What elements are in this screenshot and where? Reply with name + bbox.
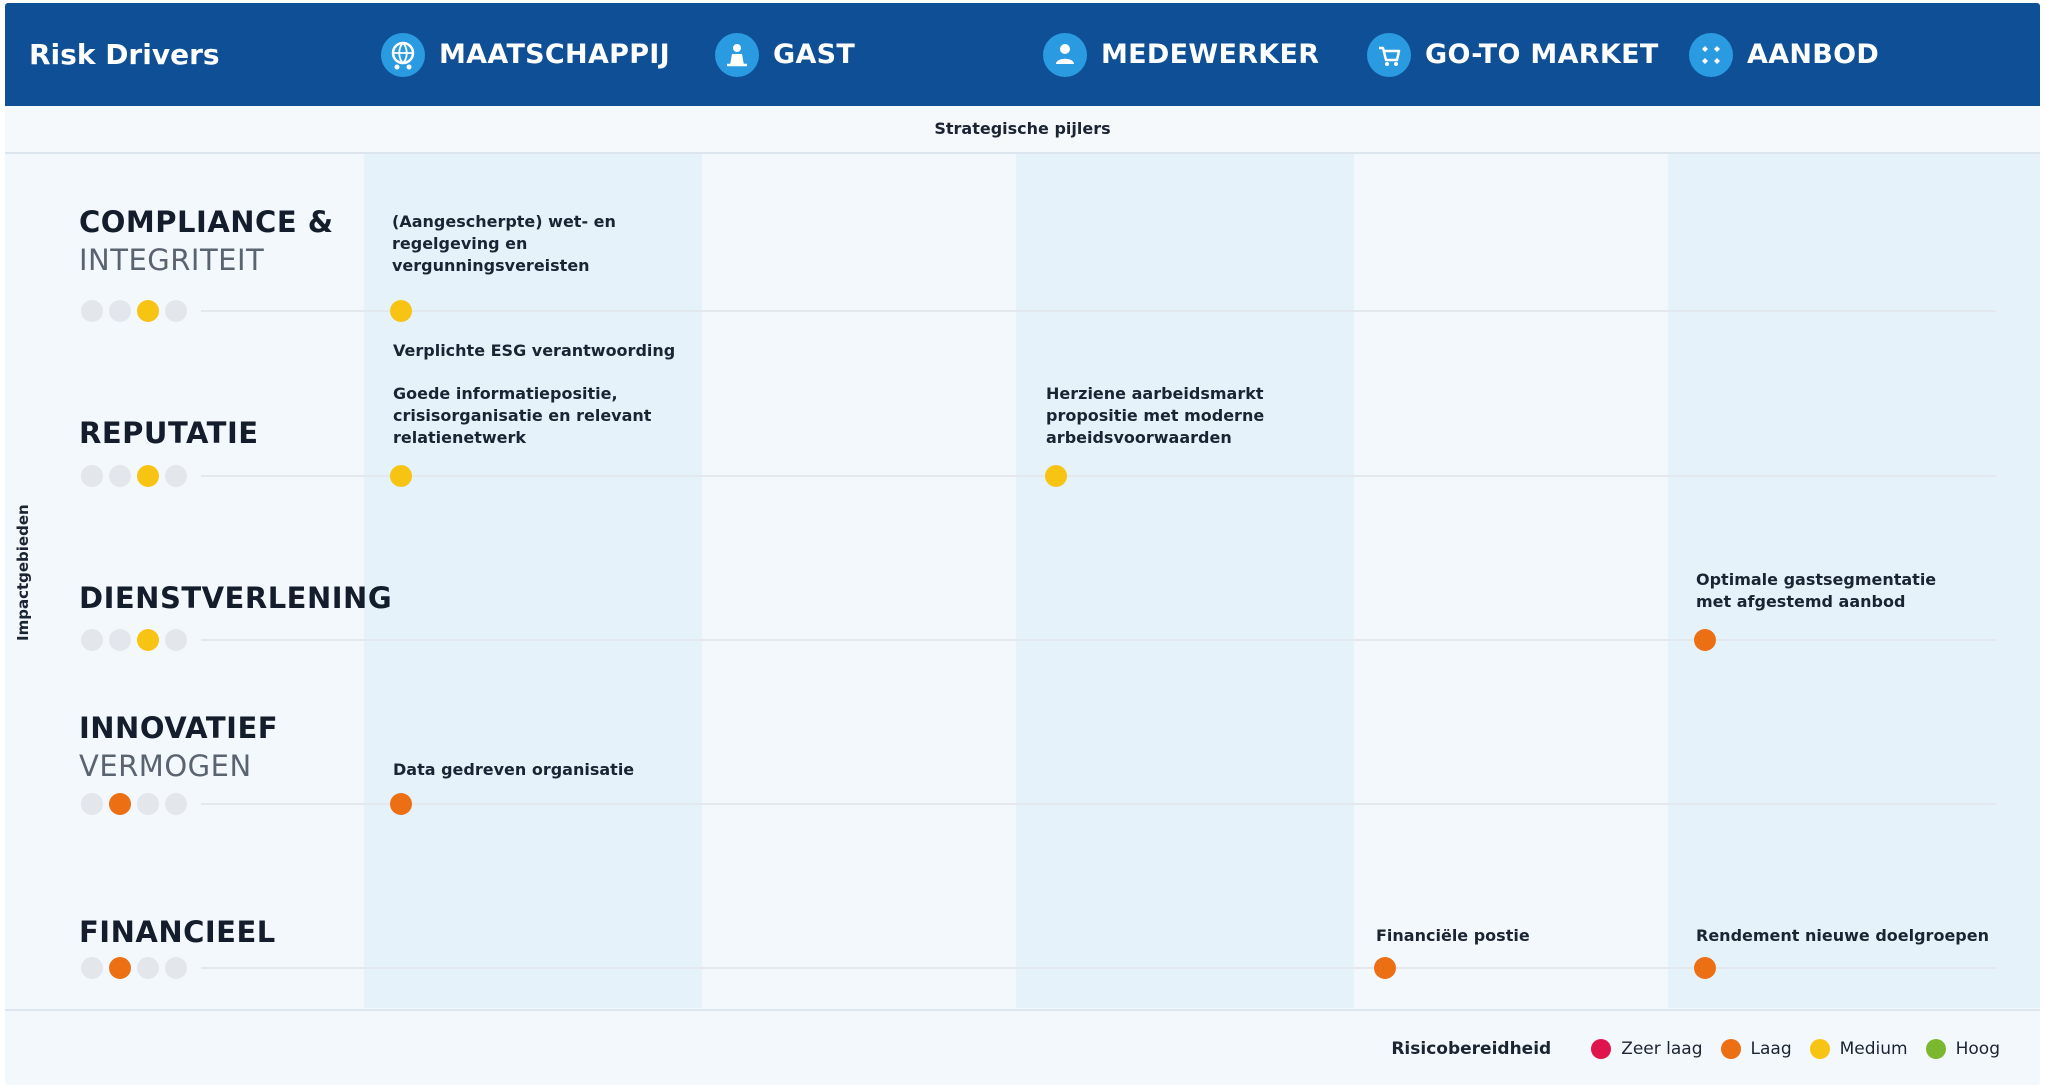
pillar-label-medewerker: MEDEWERKER (1101, 39, 1320, 70)
risk-dot-data-gedreven (390, 793, 412, 815)
meter-dot (109, 465, 131, 487)
row-line-financieel (201, 967, 1996, 969)
pillar-gast (715, 3, 855, 106)
offer-grid-icon (1689, 33, 1733, 77)
row-subtitle-compliance: INTEGRITEIT (79, 243, 265, 277)
row-line-innovatief (201, 803, 1996, 805)
meter-dot (165, 793, 187, 815)
cell-text-gastsegmentatie (1696, 569, 1936, 613)
header-bar (5, 3, 2040, 106)
risk-dot-gastsegmentatie (1694, 629, 1716, 651)
row-title-innovatief: INNOVATIEF (79, 711, 279, 745)
row-line-compliance (201, 310, 1996, 312)
risk-dot-financiele-positie (1374, 957, 1396, 979)
meter-dot (81, 957, 103, 979)
cell-text-data-gedreven (393, 759, 634, 781)
strategic-pillars-label: Strategische pijlers (5, 106, 2040, 154)
appetite-meter-financieel (81, 957, 187, 979)
legend-dot (1591, 1039, 1611, 1059)
cell-line: Rendement nieuwe doelgroepen (1696, 926, 1989, 945)
cell-text-wetgeving (392, 211, 616, 277)
cell-line: Data gedreven organisatie (393, 760, 635, 779)
pillar-medewerker (1043, 3, 1319, 106)
risk-dot-informatiepositie (390, 465, 412, 487)
legend-title: Risicobereidheid (1391, 1039, 1552, 1059)
cell-text-esg (393, 340, 675, 362)
appetite-meter-dienstverlening (81, 629, 187, 651)
cell-line: crisisorganisatie en relevant (393, 406, 652, 425)
meter-dot (165, 957, 187, 979)
guest-person-icon (715, 33, 759, 77)
globe-people-icon (381, 33, 425, 77)
cell-line: Herziene aarbeidsmarkt (1046, 384, 1264, 403)
meter-dot (81, 629, 103, 651)
legend-label: Zeer laag (1621, 1039, 1703, 1059)
cell-line: regelgeving en (392, 234, 528, 253)
meter-dot (81, 465, 103, 487)
impact-areas-label: Impactgebieden (14, 504, 32, 641)
cell-line: Verplichte ESG verantwoording (393, 341, 676, 360)
legend-label: Laag (1750, 1039, 1792, 1059)
legend-item-medium (1810, 1039, 1908, 1059)
cell-text-rendement (1696, 925, 1989, 947)
footer-divider (5, 1009, 2040, 1011)
risk-dot-arbeidsmarkt (1045, 465, 1067, 487)
cell-line: Optimale gastsegmentatie (1696, 570, 1937, 589)
meter-dot-active (137, 300, 159, 322)
shopping-cart-icon (1367, 33, 1411, 77)
row-title-reputatie: REPUTATIE (79, 416, 259, 450)
cell-line: met afgestemd aanbod (1696, 592, 1906, 611)
pillar-label-aanbod: AANBOD (1747, 39, 1880, 70)
meter-dot-active (109, 793, 131, 815)
meter-dot-active (109, 957, 131, 979)
pillar-label-gast: GAST (773, 39, 856, 70)
pillar-go-to-market (1367, 3, 1659, 106)
meter-dot (109, 629, 131, 651)
meter-dot (165, 465, 187, 487)
legend-item-zeer-laag (1591, 1039, 1702, 1059)
row-subtitle-innovatief: VERMOGEN (79, 749, 252, 783)
pillar-label-go-to-market: GO-TO MARKET (1425, 39, 1659, 70)
pillar-maatschappij (381, 3, 670, 106)
pillar-label-maatschappij: MAATSCHAPPIJ (439, 39, 671, 70)
legend (1391, 1039, 2000, 1059)
row-title-compliance: COMPLIANCE & (79, 205, 334, 239)
meter-dot (109, 300, 131, 322)
meter-dot (137, 957, 159, 979)
meter-dot-active (137, 465, 159, 487)
risk-drivers-diagram (5, 3, 2040, 1085)
legend-label: Hoog (1955, 1039, 2000, 1059)
legend-item-laag (1721, 1039, 1792, 1059)
cell-line: vergunningsvereisten (392, 256, 590, 275)
risk-dot-wetgeving (390, 300, 412, 322)
column-band-medewerker (1016, 154, 1354, 1008)
meter-dot (165, 300, 187, 322)
meter-dot (137, 793, 159, 815)
appetite-meter-reputatie (81, 465, 187, 487)
meter-dot (165, 629, 187, 651)
meter-dot-active (137, 629, 159, 651)
cell-line: arbeidsvoorwaarden (1046, 428, 1232, 447)
row-title-dienstverlening: DIENSTVERLENING (79, 581, 393, 615)
column-band-maatschappij (364, 154, 702, 1008)
row-line-reputatie (201, 475, 1996, 477)
cell-text-informatiepositie (393, 383, 651, 449)
legend-label: Medium (1839, 1039, 1908, 1059)
legend-dot (1721, 1039, 1741, 1059)
meter-dot (81, 793, 103, 815)
meter-dot (81, 300, 103, 322)
legend-item-hoog (1926, 1039, 2000, 1059)
app-title: Risk Drivers (29, 38, 220, 71)
cell-text-arbeidsmarkt (1046, 383, 1264, 449)
appetite-meter-innovatief (81, 793, 187, 815)
appetite-meter-compliance (81, 300, 187, 322)
cell-line: Goede informatiepositie, (393, 384, 618, 403)
row-title-financieel: FINANCIEEL (79, 915, 276, 949)
risk-dot-rendement (1694, 957, 1716, 979)
legend-dot (1926, 1039, 1946, 1059)
employee-person-icon (1043, 33, 1087, 77)
row-line-dienstverlening (201, 639, 1996, 641)
cell-line: (Aangescherpte) wet- en (392, 212, 616, 231)
cell-line: Financiële postie (1376, 926, 1530, 945)
cell-text-financiele-positie (1376, 925, 1530, 947)
cell-line: relatienetwerk (393, 428, 527, 447)
pillar-aanbod (1689, 3, 1879, 106)
cell-line: propositie met moderne (1046, 406, 1265, 425)
legend-dot (1810, 1039, 1830, 1059)
